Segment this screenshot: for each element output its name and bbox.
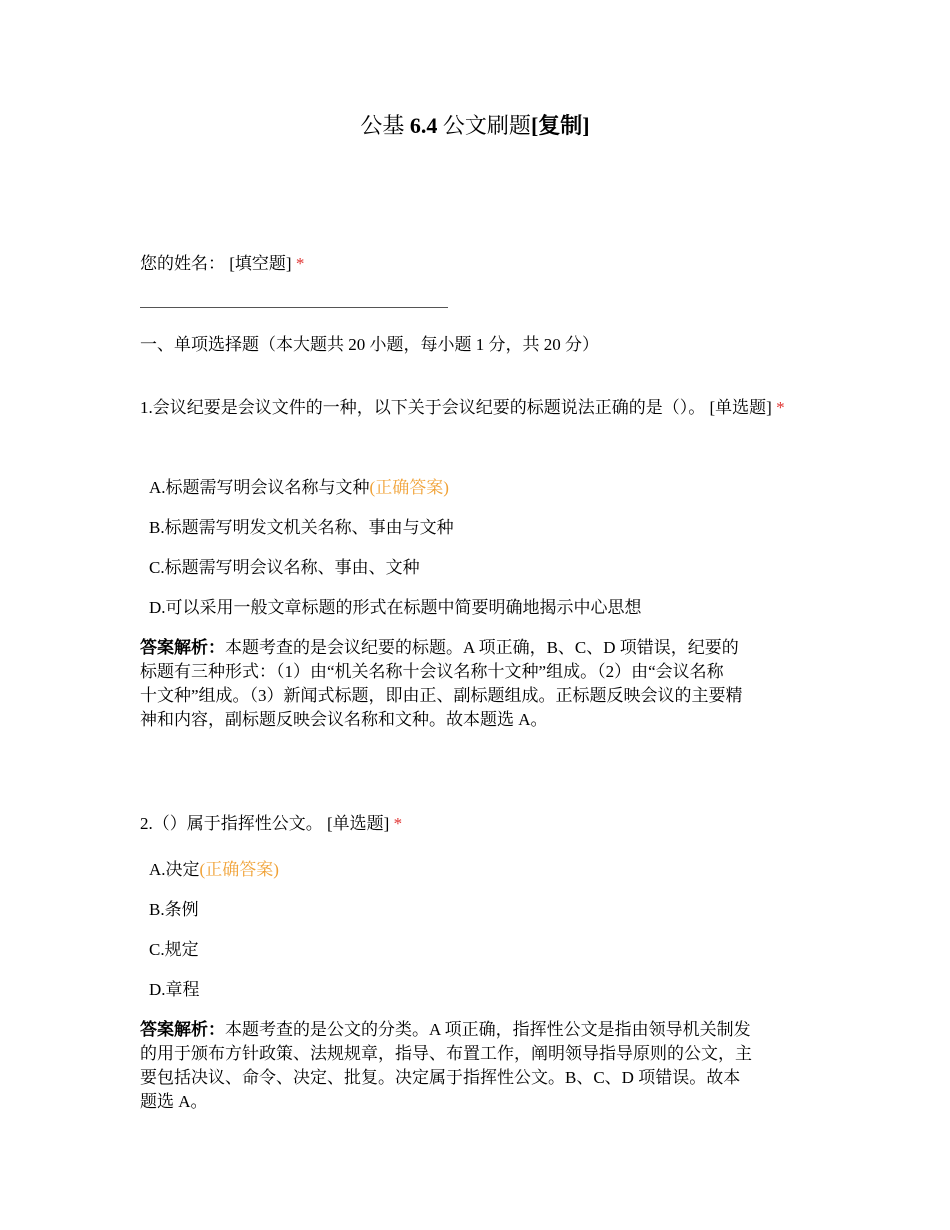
page-title	[0, 111, 950, 141]
analysis-line: 十文种”组成。（3）新闻式标题，即由正、副标题组成。正标题反映会议的主要精	[140, 686, 743, 705]
question-2-option-d	[149, 977, 849, 1003]
analysis-label: 答案解析：	[140, 1020, 225, 1039]
option-text: D.可以采用一般文章标题的形式在标题中简要明确地揭示中心思想	[149, 598, 642, 617]
question-1-option-c	[149, 555, 849, 581]
option-text: A.标题需写明会议名称与文种	[149, 478, 370, 497]
option-text: D.章程	[149, 980, 200, 999]
question-1-option-d	[149, 595, 849, 621]
analysis-line: 要包括决议、命令、决定、批复。决定属于指挥性公文。B、C、D 项错误。故本	[140, 1068, 741, 1087]
name-answer-line	[140, 307, 448, 308]
analysis-line: 题选 A。	[140, 1092, 208, 1111]
question-2-prompt	[140, 811, 820, 837]
question-1-option-b	[149, 515, 849, 541]
name-question	[140, 251, 820, 277]
required-mark: *	[776, 398, 785, 417]
analysis-text: 本题考查的是公文的分类。A 项正确，指挥性公文是指由领导机关制发	[225, 1020, 751, 1039]
analysis-label: 答案解析：	[140, 638, 225, 657]
required-mark: *	[295, 254, 305, 273]
question-1-prompt	[140, 389, 810, 426]
question-1-analysis	[140, 636, 812, 732]
option-text: A.决定	[149, 860, 200, 879]
analysis-text: 本题考查的是会议纪要的标题。A 项正确，B、C、D 项错误，纪要的	[225, 638, 739, 657]
title-prefix: 公基	[360, 113, 410, 138]
question-2-option-b	[149, 897, 849, 923]
question-2-analysis	[140, 1018, 812, 1114]
option-text: C.标题需写明会议名称、事由、文种	[149, 558, 420, 577]
analysis-line	[140, 1018, 812, 1042]
title-suffix: [复制]	[530, 113, 590, 138]
analysis-line: 神和内容，副标题反映会议名称和文种。故本题选 A。	[140, 710, 548, 729]
title-middle: 公文刷题	[437, 113, 531, 138]
correct-answer-tag: (正确答案)	[199, 860, 279, 879]
option-text: B.条例	[149, 900, 199, 919]
name-label: 您的姓名：	[140, 254, 225, 273]
name-type: [填空题]	[229, 254, 292, 273]
question-text: 1.会议纪要是会议文件的一种，以下关于会议纪要的标题说法正确的是（）。	[140, 398, 706, 417]
analysis-line	[140, 636, 812, 660]
question-type: [单选题]	[327, 814, 390, 833]
option-text: B.标题需写明发文机关名称、事由与文种	[149, 518, 454, 537]
question-2-option-a	[149, 857, 849, 883]
section-heading: 一、单项选择题（本大题共 20 小题，每小题 1 分，共 20 分）	[140, 335, 599, 354]
option-text: C.规定	[149, 940, 199, 959]
analysis-line: 的用于颁布方针政策、法规规章，指导、布置工作，阐明领导指导原则的公文，主	[140, 1044, 752, 1063]
title-number: 6.4	[409, 113, 438, 138]
required-mark: *	[393, 814, 403, 833]
question-1-option-a	[149, 475, 849, 501]
correct-answer-tag: (正确答案)	[369, 478, 449, 497]
question-text: 2.（）属于指挥性公文。	[140, 814, 323, 833]
question-2-option-c	[149, 937, 849, 963]
question-type: [单选题]	[709, 398, 772, 417]
analysis-line: 标题有三种形式：（1）由“机关名称十会议名称十文种”组成。（2）由“会议名称	[140, 662, 724, 681]
